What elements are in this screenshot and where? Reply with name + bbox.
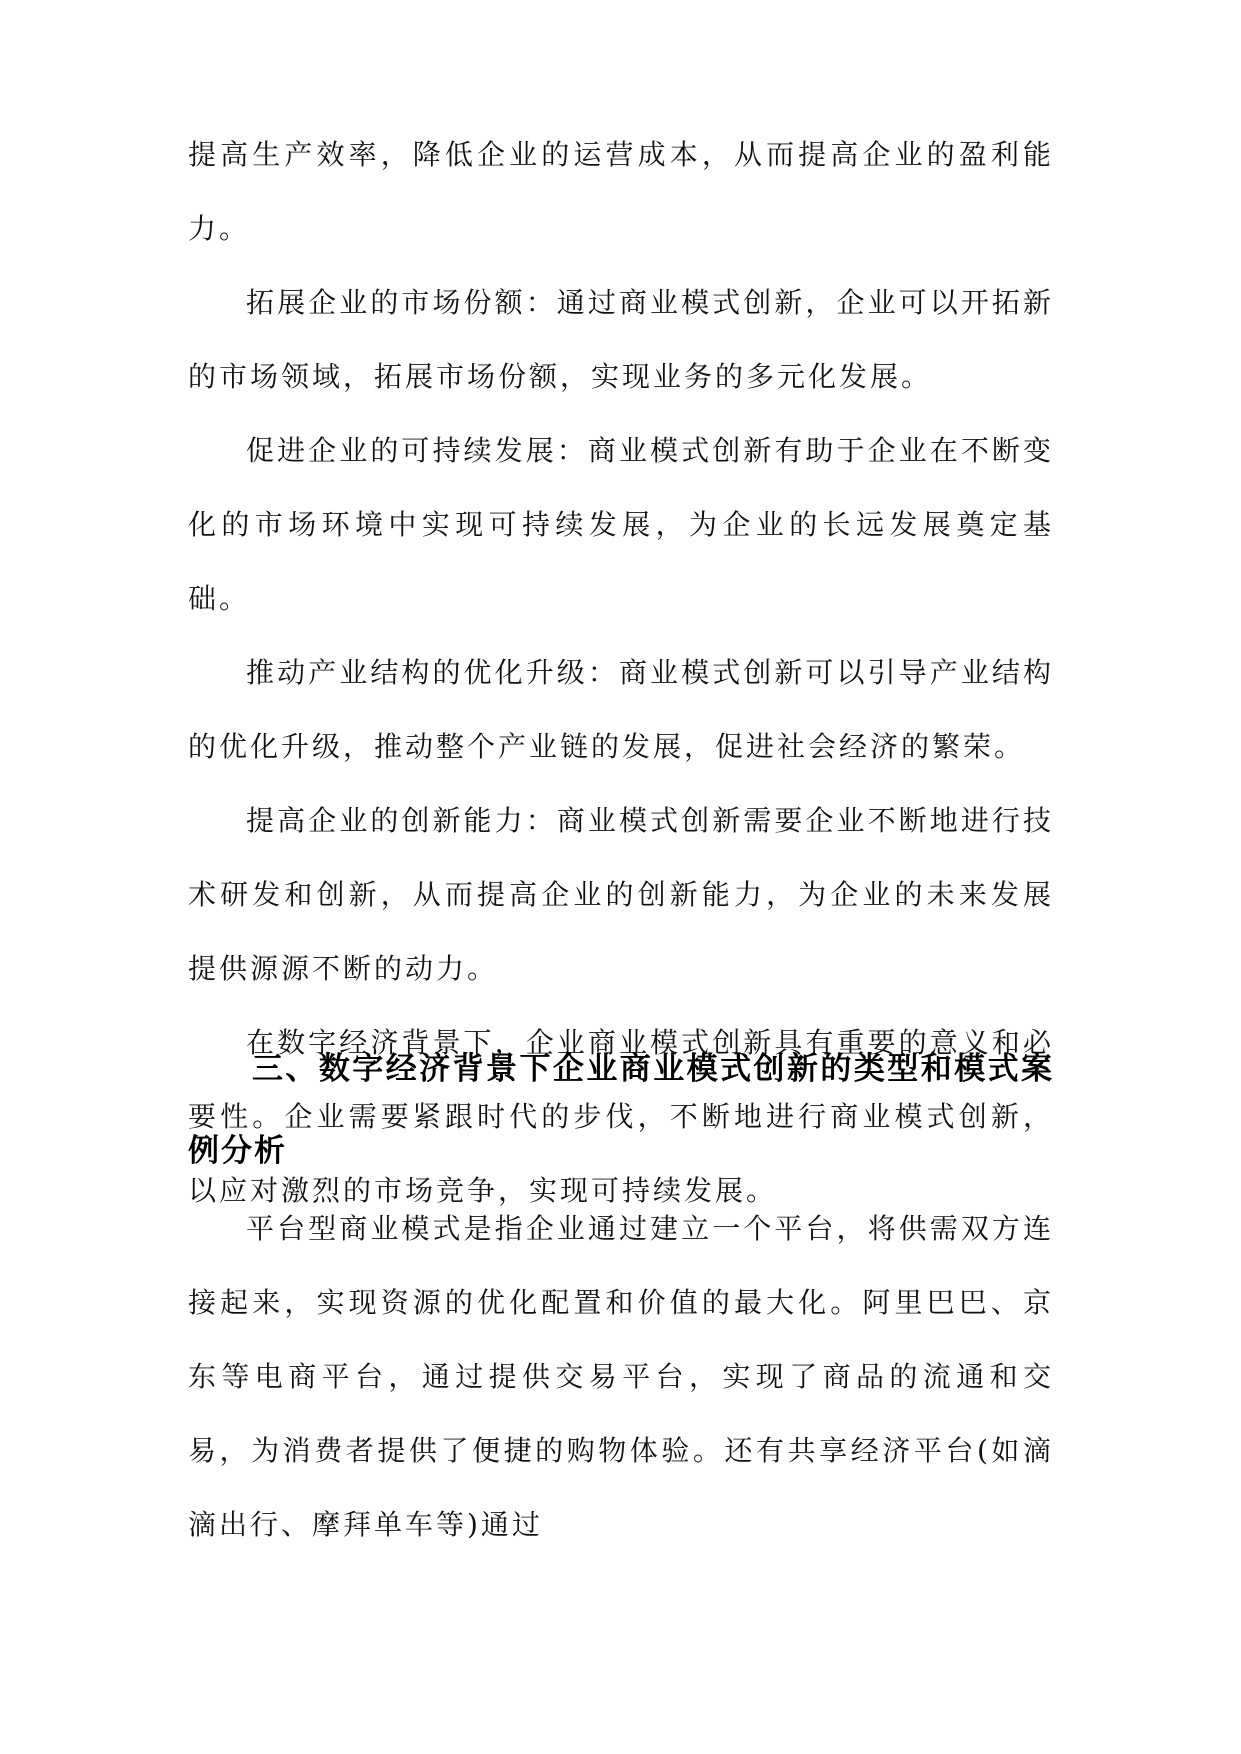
paragraph-market-share: 拓展企业的市场份额：通过商业模式创新，企业可以开拓新的市场领域，拓展市场份额，实现业务的多元化发展。	[188, 286, 1054, 393]
paragraph-industry-upgrade: 推动产业结构的优化升级：商业模式创新可以引导产业结构的优化升级，推动整个产业链的发展，促进社会经济的繁荣。	[188, 656, 1054, 763]
paragraph-innovation-capability: 提高企业的创新能力：商业模式创新需要企业不断地进行技术研发和创新，从而提高企业的创新能力，为企业的未来发展提供源源不断的动力。	[188, 804, 1054, 985]
paragraph-conclusion: 在数字经济背景下，企业商业模式创新具有重要的意义和必要性。企业需要紧跟时代的步伐，不断地进行商业模式创新，以应对激烈的市场竞争，实现可持续发展。	[188, 1026, 1054, 1207]
body-text-bottom	[188, 1192, 1054, 1562]
paragraph-continuation: 提高生产效率，降低企业的运营成本，从而提高企业的盈利能力。	[188, 138, 1054, 245]
paragraph-platform-model: 平台型商业模式是指企业通过建立一个平台，将供需双方连接起来，实现资源的优化配置和价值的最大化。阿里巴巴、京东等电商平台，通过提供交易平台，实现了商品的流通和交易，为消费者提供了便捷的购物体验。还有共享经济平台(如滴滴出行、摩拜单车等)通过	[188, 1212, 1054, 1541]
paragraph-sustainable-development: 促进企业的可持续发展：商业模式创新有助于企业在不断变化的市场环境中实现可持续发展，为企业的长远发展奠定基础。	[188, 434, 1054, 615]
section-heading: 三、数字经济背景下企业商业模式创新的类型和模式案例分析	[188, 1051, 1054, 1169]
